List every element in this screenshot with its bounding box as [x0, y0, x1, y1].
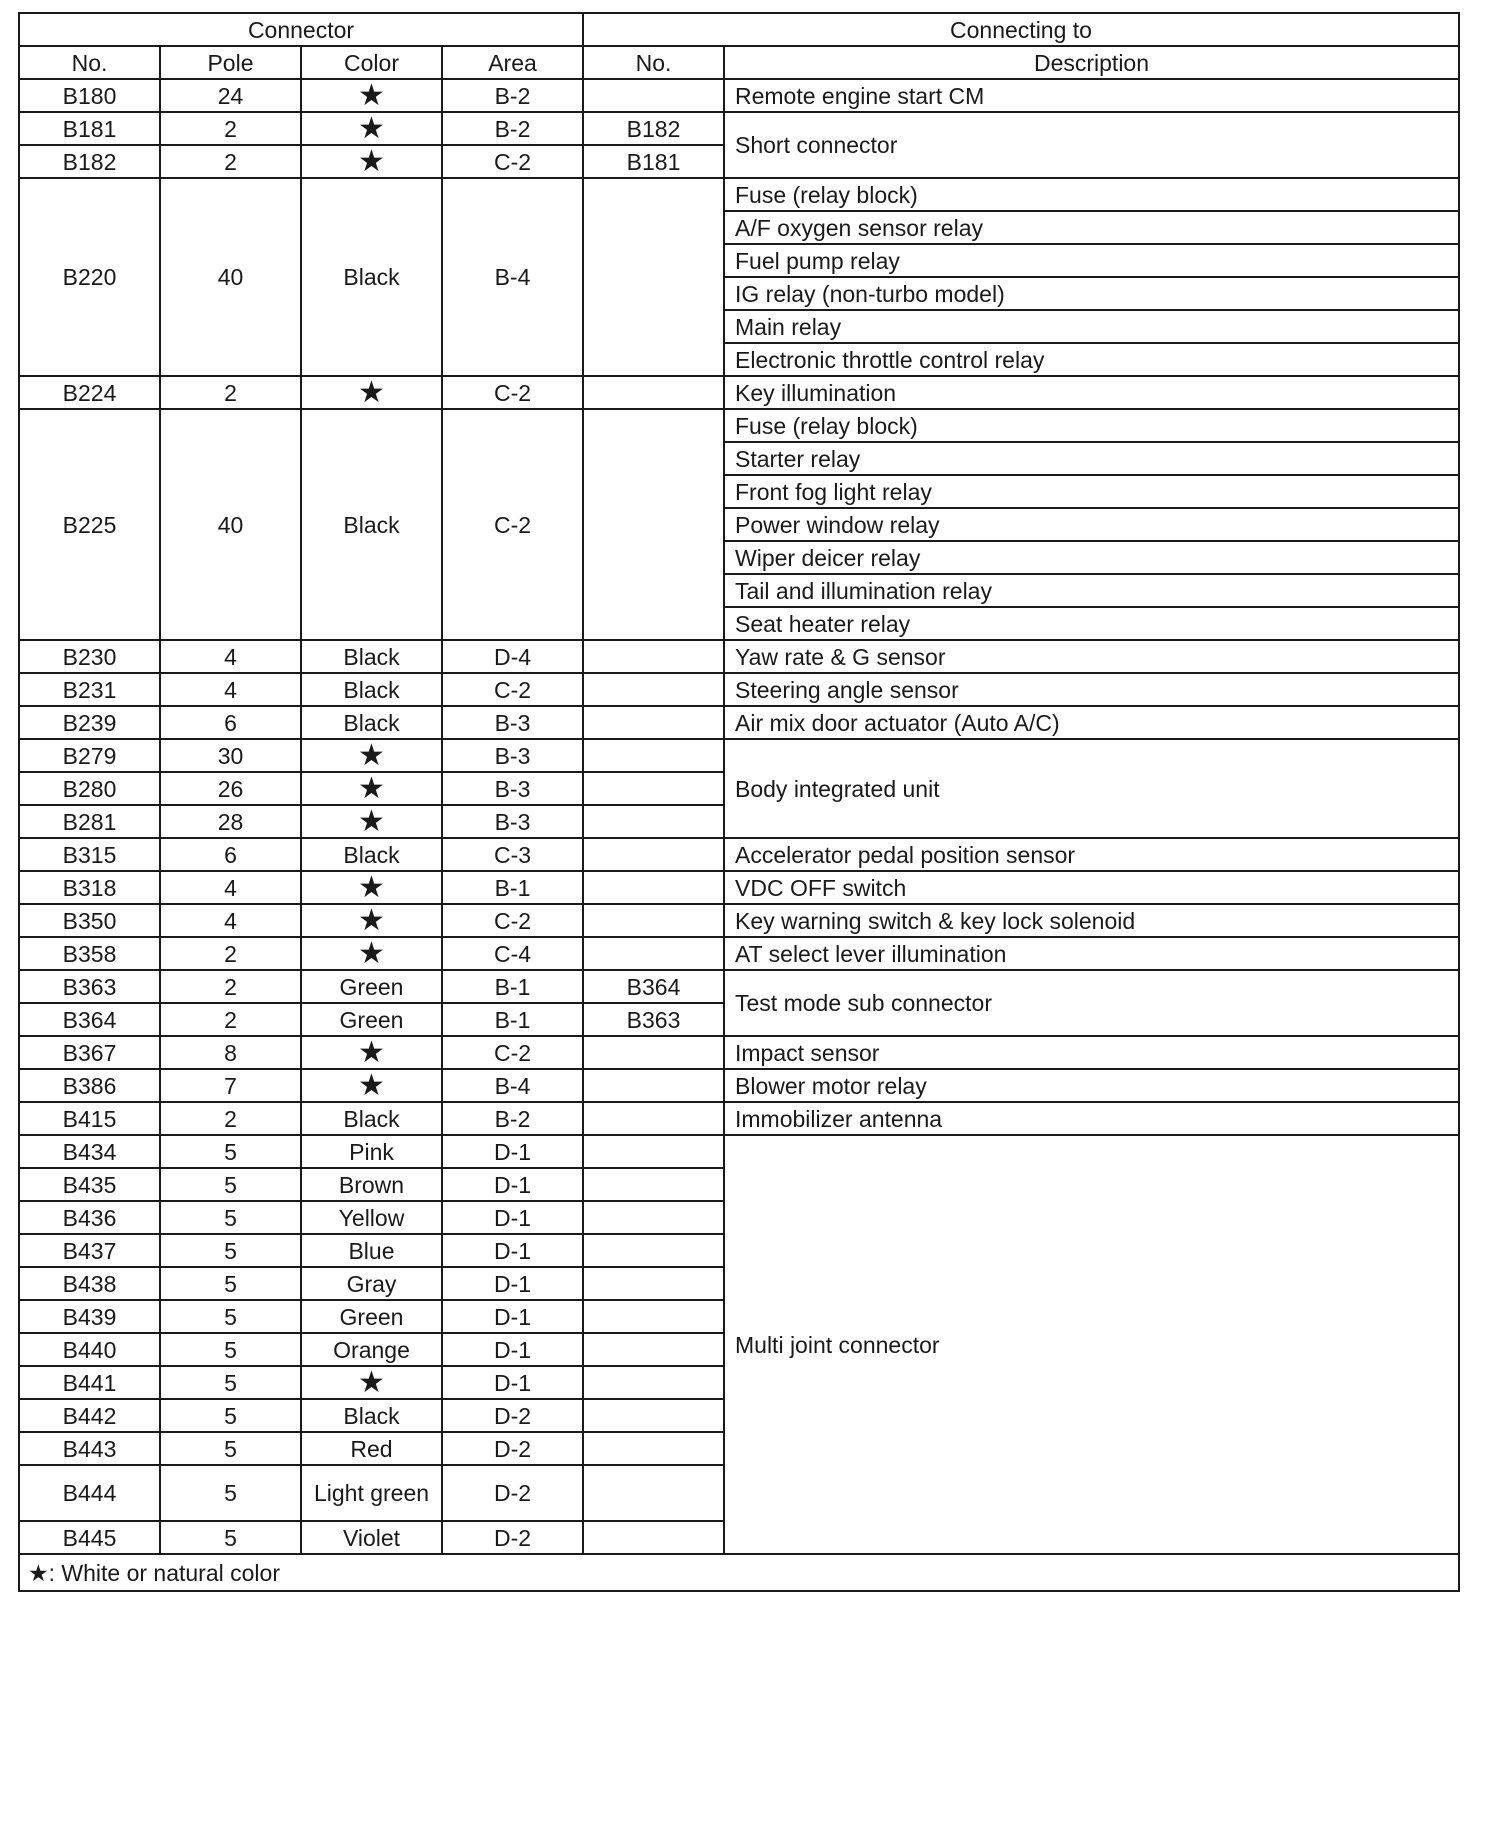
connecting-no-cell	[583, 673, 724, 706]
color-cell: Yellow	[301, 1201, 442, 1234]
connector-no-cell: B281	[19, 805, 160, 838]
connecting-no-cell	[583, 937, 724, 970]
table-row	[19, 1036, 1459, 1069]
area-cell: B-1	[442, 970, 583, 1003]
area-cell: D-2	[442, 1521, 583, 1554]
description-cell: A/F oxygen sensor relay	[724, 211, 1459, 244]
connecting-no-cell: B364	[583, 970, 724, 1003]
connecting-no-cell	[583, 739, 724, 772]
description-cell: Fuse (relay block)	[724, 409, 1459, 442]
color-cell: Red	[301, 1432, 442, 1465]
area-cell: D-2	[442, 1432, 583, 1465]
area-cell: D-2	[442, 1465, 583, 1521]
pole-cell: 2	[160, 1003, 301, 1036]
pole-cell: 7	[160, 1069, 301, 1102]
table-body	[19, 79, 1459, 1554]
description-cell: Air mix door actuator (Auto A/C)	[724, 706, 1459, 739]
color-cell: Pink	[301, 1135, 442, 1168]
color-cell: ★	[301, 145, 442, 178]
description-cell: Short connector	[724, 112, 1459, 178]
description-cell: Key illumination	[724, 376, 1459, 409]
color-cell: ★	[301, 805, 442, 838]
connector-table-wrapper	[18, 12, 1458, 1592]
connector-no-cell: B239	[19, 706, 160, 739]
connecting-no-cell: B182	[583, 112, 724, 145]
description-cell: Fuse (relay block)	[724, 178, 1459, 211]
col-header-color: Color	[301, 46, 442, 79]
color-cell: Green	[301, 970, 442, 1003]
area-cell: B-4	[442, 1069, 583, 1102]
connector-no-cell: B363	[19, 970, 160, 1003]
area-cell: D-4	[442, 640, 583, 673]
area-cell: C-2	[442, 145, 583, 178]
description-cell: Fuel pump relay	[724, 244, 1459, 277]
color-cell: Blue	[301, 1234, 442, 1267]
description-cell: Key warning switch & key lock solenoid	[724, 904, 1459, 937]
area-cell: C-2	[442, 673, 583, 706]
description-cell: Multi joint connector	[724, 1135, 1459, 1554]
pole-cell: 40	[160, 409, 301, 640]
area-cell: D-1	[442, 1168, 583, 1201]
color-cell: Black	[301, 673, 442, 706]
pole-cell: 5	[160, 1399, 301, 1432]
color-cell: ★	[301, 1036, 442, 1069]
connector-no-cell: B180	[19, 79, 160, 112]
pole-cell: 6	[160, 706, 301, 739]
area-cell: B-4	[442, 178, 583, 376]
connecting-no-cell	[583, 838, 724, 871]
connecting-no-cell	[583, 1399, 724, 1432]
color-cell: Green	[301, 1003, 442, 1036]
pole-cell: 5	[160, 1168, 301, 1201]
pole-cell: 5	[160, 1135, 301, 1168]
connecting-no-cell	[583, 1333, 724, 1366]
pole-cell: 2	[160, 937, 301, 970]
area-cell: D-1	[442, 1234, 583, 1267]
connecting-no-cell	[583, 640, 724, 673]
connecting-no-cell	[583, 706, 724, 739]
connector-no-cell: B280	[19, 772, 160, 805]
table-row	[19, 871, 1459, 904]
connecting-no-cell	[583, 1366, 724, 1399]
connector-no-cell: B434	[19, 1135, 160, 1168]
area-cell: C-2	[442, 376, 583, 409]
description-cell: IG relay (non-turbo model)	[724, 277, 1459, 310]
table-row	[19, 409, 1459, 442]
area-cell: D-1	[442, 1135, 583, 1168]
description-cell: Electronic throttle control relay	[724, 343, 1459, 376]
color-cell: ★	[301, 79, 442, 112]
connector-no-cell: B439	[19, 1300, 160, 1333]
pole-cell: 5	[160, 1234, 301, 1267]
connecting-no-cell	[583, 1465, 724, 1521]
color-cell: Black	[301, 409, 442, 640]
area-cell: C-2	[442, 409, 583, 640]
table-row	[19, 1102, 1459, 1135]
pole-cell: 5	[160, 1521, 301, 1554]
area-cell: D-1	[442, 1300, 583, 1333]
table-row	[19, 376, 1459, 409]
connecting-no-cell	[583, 1201, 724, 1234]
description-cell: Test mode sub connector	[724, 970, 1459, 1036]
area-cell: B-3	[442, 706, 583, 739]
connector-no-cell: B367	[19, 1036, 160, 1069]
col-header-no: No.	[19, 46, 160, 79]
connector-no-cell: B220	[19, 178, 160, 376]
connecting-no-cell	[583, 1069, 724, 1102]
connector-no-cell: B443	[19, 1432, 160, 1465]
color-cell: ★	[301, 739, 442, 772]
color-cell: Black	[301, 640, 442, 673]
pole-cell: 4	[160, 871, 301, 904]
description-cell: Yaw rate & G sensor	[724, 640, 1459, 673]
connector-no-cell: B231	[19, 673, 160, 706]
pole-cell: 4	[160, 640, 301, 673]
color-cell: Black	[301, 178, 442, 376]
connector-no-cell: B364	[19, 1003, 160, 1036]
col-header-description: Description	[724, 46, 1459, 79]
connecting-no-cell	[583, 178, 724, 376]
connecting-no-cell	[583, 1300, 724, 1333]
connecting-no-cell	[583, 409, 724, 640]
connecting-no-cell	[583, 79, 724, 112]
connector-no-cell: B445	[19, 1521, 160, 1554]
color-cell: ★	[301, 937, 442, 970]
description-cell: VDC OFF switch	[724, 871, 1459, 904]
area-cell: C-2	[442, 1036, 583, 1069]
connector-no-cell: B358	[19, 937, 160, 970]
color-cell: Brown	[301, 1168, 442, 1201]
color-cell: ★	[301, 871, 442, 904]
connecting-no-cell	[583, 805, 724, 838]
connector-group-header: Connector	[19, 13, 583, 46]
connecting-no-cell	[583, 1135, 724, 1168]
table-row	[19, 739, 1459, 772]
pole-cell: 2	[160, 970, 301, 1003]
connector-no-cell: B438	[19, 1267, 160, 1300]
connecting-no-cell	[583, 376, 724, 409]
connector-no-cell: B415	[19, 1102, 160, 1135]
table-row	[19, 970, 1459, 1003]
description-cell: Remote engine start CM	[724, 79, 1459, 112]
description-cell: Steering angle sensor	[724, 673, 1459, 706]
pole-cell: 40	[160, 178, 301, 376]
connecting-no-cell: B181	[583, 145, 724, 178]
color-cell: Orange	[301, 1333, 442, 1366]
area-cell: B-1	[442, 871, 583, 904]
area-cell: B-1	[442, 1003, 583, 1036]
area-cell: B-2	[442, 79, 583, 112]
connector-no-cell: B440	[19, 1333, 160, 1366]
connector-no-cell: B441	[19, 1366, 160, 1399]
color-cell: ★	[301, 1069, 442, 1102]
area-cell: B-3	[442, 739, 583, 772]
pole-cell: 5	[160, 1201, 301, 1234]
area-cell: C-2	[442, 904, 583, 937]
area-cell: B-2	[442, 112, 583, 145]
connector-table	[18, 12, 1460, 1592]
description-cell: Main relay	[724, 310, 1459, 343]
pole-cell: 2	[160, 1102, 301, 1135]
pole-cell: 2	[160, 145, 301, 178]
pole-cell: 28	[160, 805, 301, 838]
description-cell: Body integrated unit	[724, 739, 1459, 838]
connector-no-cell: B224	[19, 376, 160, 409]
area-cell: B-2	[442, 1102, 583, 1135]
pole-cell: 5	[160, 1465, 301, 1521]
connector-no-cell: B435	[19, 1168, 160, 1201]
pole-cell: 5	[160, 1366, 301, 1399]
description-cell: AT select lever illumination	[724, 937, 1459, 970]
connecting-to-group-header: Connecting to	[583, 13, 1459, 46]
area-cell: B-3	[442, 772, 583, 805]
pole-cell: 5	[160, 1333, 301, 1366]
description-cell: Impact sensor	[724, 1036, 1459, 1069]
connector-no-cell: B444	[19, 1465, 160, 1521]
connector-no-cell: B230	[19, 640, 160, 673]
area-cell: D-2	[442, 1399, 583, 1432]
area-cell: C-4	[442, 937, 583, 970]
connector-no-cell: B437	[19, 1234, 160, 1267]
table-row	[19, 79, 1459, 112]
connecting-no-cell	[583, 1521, 724, 1554]
area-cell: C-3	[442, 838, 583, 871]
area-cell: D-1	[442, 1366, 583, 1399]
table-row	[19, 673, 1459, 706]
connecting-no-cell	[583, 1168, 724, 1201]
connecting-no-cell	[583, 871, 724, 904]
connecting-no-cell	[583, 904, 724, 937]
pole-cell: 5	[160, 1432, 301, 1465]
area-cell: D-1	[442, 1201, 583, 1234]
color-cell: Black	[301, 1102, 442, 1135]
connector-no-cell: B182	[19, 145, 160, 178]
color-cell: Black	[301, 838, 442, 871]
connecting-no-cell: B363	[583, 1003, 724, 1036]
color-cell: ★	[301, 1366, 442, 1399]
table-row	[19, 838, 1459, 871]
pole-cell: 6	[160, 838, 301, 871]
footnote: ★: White or natural color	[19, 1554, 1459, 1591]
area-cell: D-1	[442, 1333, 583, 1366]
color-cell: ★	[301, 772, 442, 805]
table-row	[19, 1069, 1459, 1102]
description-cell: Tail and illumination relay	[724, 574, 1459, 607]
description-cell: Immobilizer antenna	[724, 1102, 1459, 1135]
connector-no-cell: B318	[19, 871, 160, 904]
pole-cell: 26	[160, 772, 301, 805]
description-cell: Wiper deicer relay	[724, 541, 1459, 574]
color-cell: Green	[301, 1300, 442, 1333]
table-row	[19, 112, 1459, 145]
connector-no-cell: B315	[19, 838, 160, 871]
connecting-no-cell	[583, 1036, 724, 1069]
col-header-connecting-no: No.	[583, 46, 724, 79]
pole-cell: 4	[160, 673, 301, 706]
connector-no-cell: B386	[19, 1069, 160, 1102]
description-cell: Accelerator pedal position sensor	[724, 838, 1459, 871]
pole-cell: 30	[160, 739, 301, 772]
description-cell: Seat heater relay	[724, 607, 1459, 640]
color-cell: ★	[301, 376, 442, 409]
pole-cell: 2	[160, 376, 301, 409]
color-cell: Black	[301, 1399, 442, 1432]
table-row	[19, 640, 1459, 673]
color-cell: Violet	[301, 1521, 442, 1554]
col-header-pole: Pole	[160, 46, 301, 79]
pole-cell: 5	[160, 1300, 301, 1333]
description-cell: Blower motor relay	[724, 1069, 1459, 1102]
color-cell: Black	[301, 706, 442, 739]
connecting-no-cell	[583, 1432, 724, 1465]
table-row	[19, 706, 1459, 739]
pole-cell: 5	[160, 1267, 301, 1300]
col-header-area: Area	[442, 46, 583, 79]
connecting-no-cell	[583, 1267, 724, 1300]
connector-no-cell: B225	[19, 409, 160, 640]
connector-no-cell: B350	[19, 904, 160, 937]
connecting-no-cell	[583, 1102, 724, 1135]
connector-no-cell: B181	[19, 112, 160, 145]
connector-no-cell: B436	[19, 1201, 160, 1234]
color-cell: ★	[301, 904, 442, 937]
area-cell: D-1	[442, 1267, 583, 1300]
color-cell: Gray	[301, 1267, 442, 1300]
connector-no-cell: B442	[19, 1399, 160, 1432]
pole-cell: 8	[160, 1036, 301, 1069]
pole-cell: 2	[160, 112, 301, 145]
table-row	[19, 1135, 1459, 1168]
area-cell: B-3	[442, 805, 583, 838]
description-cell: Front fog light relay	[724, 475, 1459, 508]
description-cell: Starter relay	[724, 442, 1459, 475]
table-row	[19, 178, 1459, 211]
table-row	[19, 904, 1459, 937]
color-cell: ★	[301, 112, 442, 145]
color-cell: Light green	[301, 1465, 442, 1521]
table-row	[19, 937, 1459, 970]
connecting-no-cell	[583, 1234, 724, 1267]
connecting-no-cell	[583, 772, 724, 805]
pole-cell: 24	[160, 79, 301, 112]
connector-no-cell: B279	[19, 739, 160, 772]
description-cell: Power window relay	[724, 508, 1459, 541]
pole-cell: 4	[160, 904, 301, 937]
